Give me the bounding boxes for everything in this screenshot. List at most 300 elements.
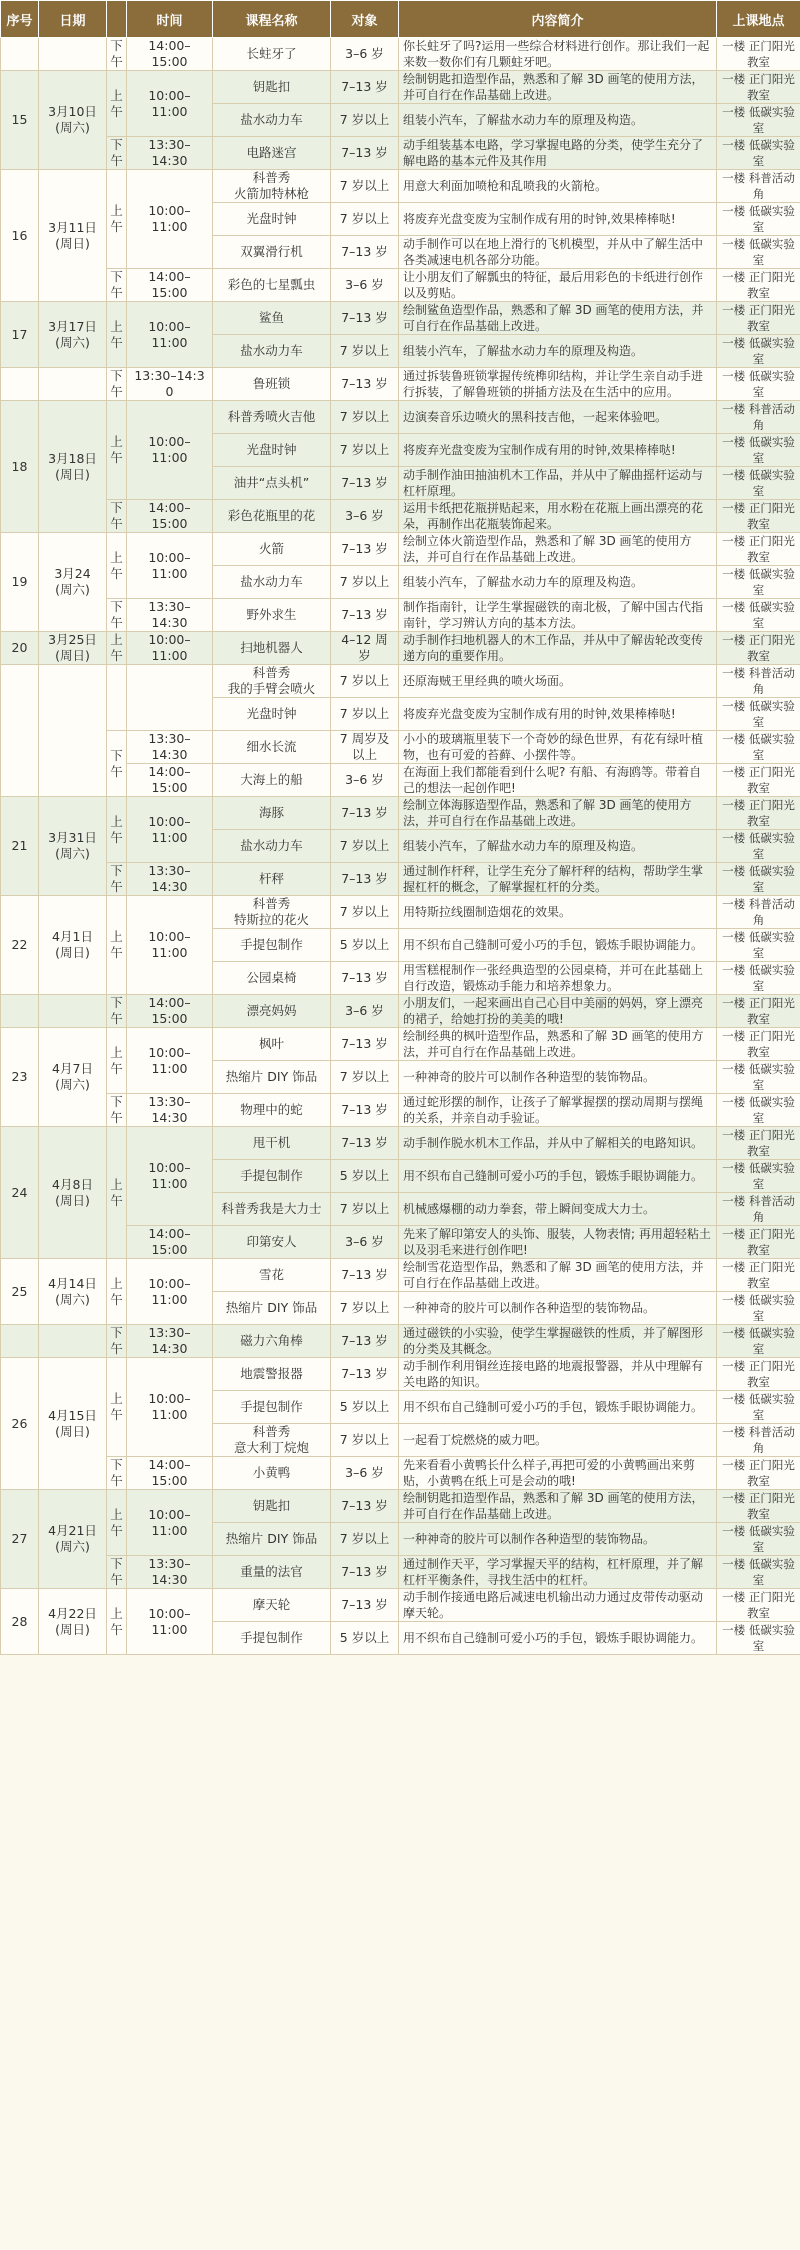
table-row: [1, 1028, 800, 1061]
class-location: 一楼 科普活动角: [717, 170, 800, 203]
table-row: [1, 863, 800, 896]
time-cell: 13:30–14:30: [127, 1556, 213, 1589]
target-age: 7 岁以上: [331, 104, 399, 137]
class-location: 一楼 低碳实验室: [717, 1061, 800, 1094]
time-cell: 13:30–14:30: [127, 137, 213, 170]
target-age: 5 岁以上: [331, 1391, 399, 1424]
course-intro: 通过拆装鲁班锁掌握传统榫卯结构，并让学生亲自动手进行拆装，了解鲁班锁的拼插方法及在生活中的应用。: [399, 368, 717, 401]
course-name: 科普秀我是大力士: [213, 1193, 331, 1226]
target-age: 7–13 岁: [331, 1259, 399, 1292]
target-age: 5 岁以上: [331, 1160, 399, 1193]
course-intro: 制作指南针，让学生掌握磁铁的南北极，了解中国古代指南针，学习辨认方向的基本方法。: [399, 599, 717, 632]
course-name: 钥匙扣: [213, 1490, 331, 1523]
course-name: 科普秀 火箭加特林枪: [213, 170, 331, 203]
course-intro: 动手制作利用铜丝连接电路的地震报警器，并从中理解有关电路的知识。: [399, 1358, 717, 1391]
course-name: 鲨鱼: [213, 302, 331, 335]
half-day-label: 上午: [107, 632, 127, 665]
time-cell: 13:30–14:3 0: [127, 368, 213, 401]
target-age: 7 岁以上: [331, 566, 399, 599]
course-intro: 通过制作杆秤，让学生充分了解杆秤的结构，帮助学生掌握杠杆的概念，了解掌握杠杆的分类。: [399, 863, 717, 896]
session-number: [1, 38, 39, 71]
half-day-label: 上午: [107, 797, 127, 863]
course-intro: 一种神奇的胶片可以制作各种造型的装饰物品。: [399, 1292, 717, 1325]
table-row: [1, 995, 800, 1028]
half-day-label: 下午: [107, 1094, 127, 1127]
class-location: 一楼 低碳实验室: [717, 335, 800, 368]
header-date: 日期: [39, 1, 107, 38]
session-number: 22: [1, 896, 39, 995]
session-number: 27: [1, 1490, 39, 1589]
time-cell: 10:00–11:00: [127, 632, 213, 665]
course-name: 雪花: [213, 1259, 331, 1292]
time-cell: 10:00–11:00: [127, 1127, 213, 1226]
table-row: [1, 137, 800, 170]
target-age: 7–13 岁: [331, 1028, 399, 1061]
target-age: 7–13 岁: [331, 236, 399, 269]
course-name: 双翼滑行机: [213, 236, 331, 269]
target-age: 7–13 岁: [331, 467, 399, 500]
session-date: 4月8日 (周日): [39, 1127, 107, 1259]
session-date: 3月18日 (周日): [39, 401, 107, 533]
session-date: 4月22日 (周日): [39, 1589, 107, 1655]
target-age: 7–13 岁: [331, 1325, 399, 1358]
course-intro: 一种神奇的胶片可以制作各种造型的装饰物品。: [399, 1061, 717, 1094]
half-day-label: 上午: [107, 1490, 127, 1556]
table-row: [1, 38, 800, 71]
class-location: 一楼 低碳实验室: [717, 104, 800, 137]
table-row: [1, 1259, 800, 1292]
time-cell: 14:00–15:00: [127, 1226, 213, 1259]
target-age: 7–13 岁: [331, 302, 399, 335]
table-row: [1, 401, 800, 434]
session-date: [39, 995, 107, 1028]
time-cell: 13:30–14:30: [127, 731, 213, 764]
header-course: 课程名称: [213, 1, 331, 38]
course-intro: 一种神奇的胶片可以制作各种造型的装饰物品。: [399, 1523, 717, 1556]
course-intro: 机械感爆棚的动力拳套，带上瞬间变成大力士。: [399, 1193, 717, 1226]
course-intro: 绘制雪花造型作品，熟悉和了解 3D 画笔的使用方法，并可自行在作品基础上改进。: [399, 1259, 717, 1292]
class-location: 一楼 正门阳光教室: [717, 269, 800, 302]
course-intro: 组装小汽车，了解盐水动力车的原理及构造。: [399, 104, 717, 137]
target-age: 7–13 岁: [331, 797, 399, 830]
half-day-label: 上午: [107, 302, 127, 368]
target-age: 7 岁以上: [331, 830, 399, 863]
course-intro: 先来看看小黄鸭长什么样子,再把可爱的小黄鸭画出来剪贴，小黄鸭在纸上可是会动的哦!: [399, 1457, 717, 1490]
session-number: 21: [1, 797, 39, 896]
course-intro: 绘制钥匙扣造型作品，熟悉和了解 3D 画笔的使用方法，并可自行在作品基础上改进。: [399, 71, 717, 104]
session-number: 23: [1, 1028, 39, 1127]
class-location: 一楼 正门阳光教室: [717, 764, 800, 797]
course-name: 彩色的七星瓢虫: [213, 269, 331, 302]
half-day-label: 下午: [107, 599, 127, 632]
course-intro: 小朋友们，一起来画出自己心目中美丽的妈妈，穿上漂亮的裙子，给她打扮的美美的哦!: [399, 995, 717, 1028]
target-age: 7 岁以上: [331, 1424, 399, 1457]
class-location: 一楼 低碳实验室: [717, 1523, 800, 1556]
course-intro: 将废弃光盘变废为宝制作成有用的时钟,效果棒棒哒!: [399, 203, 717, 236]
target-age: 7 岁以上: [331, 1061, 399, 1094]
session-date: 4月7日 (周六): [39, 1028, 107, 1127]
half-day-label: 下午: [107, 995, 127, 1028]
target-age: 7 岁以上: [331, 434, 399, 467]
course-intro: 绘制钥匙扣造型作品，熟悉和了解 3D 画笔的使用方法，并可自行在作品基础上改进。: [399, 1490, 717, 1523]
time-cell: 10:00–11:00: [127, 71, 213, 137]
header-intro: 内容简介: [399, 1, 717, 38]
target-age: 7–13 岁: [331, 599, 399, 632]
class-location: 一楼 低碳实验室: [717, 1160, 800, 1193]
time-cell: 14:00–15:00: [127, 500, 213, 533]
class-location: 一楼 低碳实验室: [717, 1556, 800, 1589]
course-intro: 动手制作油田抽油机木工作品，并从中了解曲摇杆运动与杠杆原理。: [399, 467, 717, 500]
target-age: 7–13 岁: [331, 368, 399, 401]
class-location: 一楼 低碳实验室: [717, 1325, 800, 1358]
class-location: 一楼 低碳实验室: [717, 599, 800, 632]
time-cell: 10:00–11:00: [127, 1259, 213, 1325]
target-age: 7 岁以上: [331, 335, 399, 368]
time-cell: 14:00–15:00: [127, 269, 213, 302]
course-intro: 组装小汽车，了解盐水动力车的原理及构造。: [399, 335, 717, 368]
session-date: [39, 368, 107, 401]
table-row: [1, 731, 800, 764]
course-intro: 用不织布自己缝制可爱小巧的手包，锻炼手眼协调能力。: [399, 1391, 717, 1424]
class-location: 一楼 正门阳光教室: [717, 1028, 800, 1061]
course-name: 手提包制作: [213, 929, 331, 962]
course-name: 光盘时钟: [213, 203, 331, 236]
course-name: 光盘时钟: [213, 434, 331, 467]
course-name: 海豚: [213, 797, 331, 830]
table-row: [1, 1457, 800, 1490]
course-name: 光盘时钟: [213, 698, 331, 731]
header-row: [1, 1, 800, 38]
target-age: 7 周岁及以上: [331, 731, 399, 764]
time-cell: 10:00–11:00: [127, 1589, 213, 1655]
course-name: 科普秀 意大利丁烷炮: [213, 1424, 331, 1457]
session-date: 4月1日 (周日): [39, 896, 107, 995]
course-name: 磁力六角棒: [213, 1325, 331, 1358]
half-day-label: 下午: [107, 137, 127, 170]
class-location: 一楼 正门阳光教室: [717, 71, 800, 104]
header-time: 时间: [127, 1, 213, 38]
target-age: 7–13 岁: [331, 1589, 399, 1622]
course-intro: 组装小汽车，了解盐水动力车的原理及构造。: [399, 566, 717, 599]
course-intro: 动手制作接通电路后减速电机输出动力通过皮带传动驱动摩天轮。: [399, 1589, 717, 1622]
course-name: 长蛀牙了: [213, 38, 331, 71]
class-location: 一楼 正门阳光教室: [717, 1457, 800, 1490]
header-seq: 序号: [1, 1, 39, 38]
class-location: 一楼 低碳实验室: [717, 236, 800, 269]
course-name: 印第安人: [213, 1226, 331, 1259]
session-number: 20: [1, 632, 39, 665]
course-name: 盐水动力车: [213, 335, 331, 368]
header-half: [107, 1, 127, 38]
time-cell: 14:00–15:00: [127, 764, 213, 797]
table-row: [1, 665, 800, 698]
time-cell: 13:30–14:30: [127, 1094, 213, 1127]
target-age: 7 岁以上: [331, 896, 399, 929]
course-intro: 小小的玻璃瓶里装下一个奇妙的绿色世界，有花有绿叶植物，也有可爱的苔藓、小摆件等。: [399, 731, 717, 764]
session-date: [39, 38, 107, 71]
time-cell: 10:00–11:00: [127, 1028, 213, 1094]
schedule-body: [1, 38, 800, 1655]
time-cell: 14:00–15:00: [127, 38, 213, 71]
course-intro: 在海面上我们都能看到什么呢? 有船、有海鸥等。带着自己的想法一起创作吧!: [399, 764, 717, 797]
target-age: 7–13 岁: [331, 1358, 399, 1391]
target-age: 7 岁以上: [331, 170, 399, 203]
target-age: 7–13 岁: [331, 1490, 399, 1523]
course-name: 地震警报器: [213, 1358, 331, 1391]
class-location: 一楼 低碳实验室: [717, 467, 800, 500]
class-location: 一楼 正门阳光教室: [717, 533, 800, 566]
target-age: 7–13 岁: [331, 863, 399, 896]
time-cell: 10:00–11:00: [127, 533, 213, 599]
target-age: 7–13 岁: [331, 137, 399, 170]
class-location: 一楼 低碳实验室: [717, 1391, 800, 1424]
half-day-label: 下午: [107, 368, 127, 401]
class-location: 一楼 科普活动角: [717, 401, 800, 434]
course-name: 热缩片 DIY 饰品: [213, 1292, 331, 1325]
course-intro: 动手组装基本电路，学习掌握电路的分类，使学生充分了解电路的基本元件及其作用: [399, 137, 717, 170]
session-number: 18: [1, 401, 39, 533]
class-location: 一楼 低碳实验室: [717, 1094, 800, 1127]
course-name: 盐水动力车: [213, 566, 331, 599]
session-number: 28: [1, 1589, 39, 1655]
session-number: [1, 995, 39, 1028]
course-intro: 动手制作脱水机木工作品，并从中了解相关的电路知识。: [399, 1127, 717, 1160]
course-name: 物理中的蛇: [213, 1094, 331, 1127]
session-number: 15: [1, 71, 39, 170]
class-location: 一楼 正门阳光教室: [717, 1259, 800, 1292]
session-date: [39, 1325, 107, 1358]
target-age: 7 岁以上: [331, 401, 399, 434]
time-cell: 10:00–11:00: [127, 797, 213, 863]
course-intro: 动手制作扫地机器人的木工作品，并从中了解齿轮改变传递方向的重要作用。: [399, 632, 717, 665]
class-location: 一楼 正门阳光教室: [717, 1490, 800, 1523]
table-row: [1, 269, 800, 302]
class-location: 一楼 低碳实验室: [717, 962, 800, 995]
session-number: 17: [1, 302, 39, 368]
course-intro: 用不织布自己缝制可爱小巧的手包，锻炼手眼协调能力。: [399, 929, 717, 962]
class-location: 一楼 低碳实验室: [717, 863, 800, 896]
course-name: 公园桌椅: [213, 962, 331, 995]
table-row: [1, 599, 800, 632]
course-name: 科普秀 特斯拉的花火: [213, 896, 331, 929]
class-location: 一楼 正门阳光教室: [717, 632, 800, 665]
course-name: 野外求生: [213, 599, 331, 632]
class-location: 一楼 科普活动角: [717, 1424, 800, 1457]
course-intro: 用雪糕棍制作一张经典造型的公园桌椅，并可在此基础上自行改造，锻炼动手能力和培养想象力。: [399, 962, 717, 995]
time-cell: 10:00–11:00: [127, 170, 213, 269]
session-number: 26: [1, 1358, 39, 1490]
half-day-label: 下午: [107, 38, 127, 71]
course-name: 钥匙扣: [213, 71, 331, 104]
target-age: 5 岁以上: [331, 1622, 399, 1655]
course-name: 甩干机: [213, 1127, 331, 1160]
target-age: 7 岁以上: [331, 665, 399, 698]
course-intro: 通过蛇形摆的制作，让孩子了解掌握摆的摆动周期与摆绳的关系，并亲自动手验证。: [399, 1094, 717, 1127]
target-age: 7–13 岁: [331, 1556, 399, 1589]
course-name: 枫叶: [213, 1028, 331, 1061]
table-row: [1, 1358, 800, 1391]
table-row: [1, 1094, 800, 1127]
target-age: 5 岁以上: [331, 929, 399, 962]
class-location: 一楼 科普活动角: [717, 665, 800, 698]
course-name: 热缩片 DIY 饰品: [213, 1523, 331, 1556]
target-age: 3–6 岁: [331, 995, 399, 1028]
class-location: 一楼 正门阳光教室: [717, 1127, 800, 1160]
target-age: 7 岁以上: [331, 1193, 399, 1226]
time-cell: 14:00–15:00: [127, 1457, 213, 1490]
course-name: 电路迷宫: [213, 137, 331, 170]
table-row: [1, 896, 800, 929]
course-intro: 绘制经典的枫叶造型作品，熟悉和了解 3D 画笔的使用方法，并可自行在作品基础上改进。: [399, 1028, 717, 1061]
course-intro: 用不织布自己缝制可爱小巧的手包，锻炼手眼协调能力。: [399, 1622, 717, 1655]
class-location: 一楼 正门阳光教室: [717, 1358, 800, 1391]
class-location: 一楼 低碳实验室: [717, 566, 800, 599]
class-location: 一楼 低碳实验室: [717, 137, 800, 170]
target-age: 7 岁以上: [331, 698, 399, 731]
class-location: 一楼 正门阳光教室: [717, 500, 800, 533]
half-day-label: 上午: [107, 896, 127, 995]
table-row: [1, 71, 800, 104]
class-location: 一楼 正门阳光教室: [717, 995, 800, 1028]
course-intro: 一起看丁烷燃烧的威力吧。: [399, 1424, 717, 1457]
class-location: 一楼 低碳实验室: [717, 1292, 800, 1325]
course-intro: 组装小汽车，了解盐水动力车的原理及构造。: [399, 830, 717, 863]
class-location: 一楼 正门阳光教室: [717, 38, 800, 71]
course-intro: 通过磁铁的小实验，使学生掌握磁铁的性质，并了解图形的分类及其概念。: [399, 1325, 717, 1358]
class-location: 一楼 科普活动角: [717, 896, 800, 929]
half-day-label: 下午: [107, 731, 127, 797]
class-location: 一楼 科普活动角: [717, 1193, 800, 1226]
course-name: 小黄鸭: [213, 1457, 331, 1490]
course-name: 手提包制作: [213, 1391, 331, 1424]
course-name: 油井“点头机”: [213, 467, 331, 500]
table-row: [1, 170, 800, 203]
course-intro: 通过制作天平，学习掌握天平的结构，杠杆原理，并了解杠杆平衡条件，寻找生活中的杠杆。: [399, 1556, 717, 1589]
class-location: 一楼 低碳实验室: [717, 830, 800, 863]
class-location: 一楼 正门阳光教室: [717, 797, 800, 830]
table-row: [1, 368, 800, 401]
session-number: 16: [1, 170, 39, 302]
table-row: [1, 1490, 800, 1523]
course-name: 手提包制作: [213, 1622, 331, 1655]
time-cell: 10:00–11:00: [127, 302, 213, 368]
session-date: 4月14日 (周六): [39, 1259, 107, 1325]
time-cell: 14:00–15:00: [127, 995, 213, 1028]
target-age: 3–6 岁: [331, 764, 399, 797]
course-name: 杆秤: [213, 863, 331, 896]
half-day-label: 下午: [107, 269, 127, 302]
course-intro: 绘制鲨鱼造型作品，熟悉和了解 3D 画笔的使用方法，并可自行在作品基础上改进。: [399, 302, 717, 335]
course-intro: 还原海贼王里经典的喷火场面。: [399, 665, 717, 698]
class-location: 一楼 低碳实验室: [717, 368, 800, 401]
session-date: 3月17日 (周六): [39, 302, 107, 368]
target-age: 7–13 岁: [331, 533, 399, 566]
half-day-label: 上午: [107, 401, 127, 500]
course-name: 细水长流: [213, 731, 331, 764]
course-name: 热缩片 DIY 饰品: [213, 1061, 331, 1094]
class-location: 一楼 正门阳光教室: [717, 302, 800, 335]
class-location: 一楼 正门阳光教室: [717, 1226, 800, 1259]
class-location: 一楼 低碳实验室: [717, 203, 800, 236]
course-name: 盐水动力车: [213, 830, 331, 863]
class-location: 一楼 低碳实验室: [717, 929, 800, 962]
time-cell: 13:30–14:30: [127, 599, 213, 632]
time-cell: 10:00–11:00: [127, 1490, 213, 1556]
time-cell: 10:00–11:00: [127, 896, 213, 995]
table-row: [1, 797, 800, 830]
target-age: 4–12 周岁: [331, 632, 399, 665]
half-day-label: 上午: [107, 170, 127, 269]
session-number: 24: [1, 1127, 39, 1259]
session-date: [39, 665, 107, 797]
half-day-label: 上午: [107, 1127, 127, 1259]
session-date: 4月15日 (周日): [39, 1358, 107, 1490]
table-row: [1, 1325, 800, 1358]
course-name: 扫地机器人: [213, 632, 331, 665]
session-date: 4月21日 (周六): [39, 1490, 107, 1589]
target-age: 3–6 岁: [331, 1226, 399, 1259]
session-date: 3月24 (周六): [39, 533, 107, 632]
table-row: [1, 500, 800, 533]
target-age: 7 岁以上: [331, 1523, 399, 1556]
half-day-label: 下午: [107, 1457, 127, 1490]
class-location: 一楼 低碳实验室: [717, 1622, 800, 1655]
course-name: 手提包制作: [213, 1160, 331, 1193]
session-date: 3月11日 (周日): [39, 170, 107, 302]
half-day-label: 下午: [107, 1556, 127, 1589]
course-name: 盐水动力车: [213, 104, 331, 137]
class-location: 一楼 低碳实验室: [717, 698, 800, 731]
time-cell: 10:00–11:00: [127, 401, 213, 500]
target-age: 7 岁以上: [331, 203, 399, 236]
table-row: [1, 1556, 800, 1589]
session-number: 25: [1, 1259, 39, 1325]
course-intro: 让小朋友们了解瓢虫的特征，最后用彩色的卡纸进行创作以及剪贴。: [399, 269, 717, 302]
half-day-label: 上午: [107, 1259, 127, 1325]
course-intro: 将废弃光盘变废为宝制作成有用的时钟,效果棒棒哒!: [399, 434, 717, 467]
half-day-label: 上午: [107, 1028, 127, 1094]
course-name: 科普秀 我的手臂会喷火: [213, 665, 331, 698]
course-intro: 先来了解印第安人的头饰、服装，人物表情; 再用超轻粘土以及羽毛来进行创作吧!: [399, 1226, 717, 1259]
course-intro: 动手制作可以在地上滑行的飞机模型，并从中了解生活中各类减速电机各部分功能。: [399, 236, 717, 269]
half-day-label: 下午: [107, 500, 127, 533]
course-intro: 用不织布自己缝制可爱小巧的手包，锻炼手眼协调能力。: [399, 1160, 717, 1193]
target-age: 3–6 岁: [331, 38, 399, 71]
table-row: [1, 1127, 800, 1160]
session-date: 3月10日 (周六): [39, 71, 107, 170]
session-number: 19: [1, 533, 39, 632]
course-intro: 将废弃光盘变废为宝制作成有用的时钟,效果棒棒哒!: [399, 698, 717, 731]
class-location: 一楼 低碳实验室: [717, 731, 800, 764]
course-intro: 用意大利面加喷枪和乱喷我的火箭枪。: [399, 170, 717, 203]
session-date: 3月25日 (周日): [39, 632, 107, 665]
table-row: [1, 302, 800, 335]
half-day-label: 上午: [107, 1589, 127, 1655]
target-age: 7–13 岁: [331, 1094, 399, 1127]
course-name: 摩天轮: [213, 1589, 331, 1622]
course-name: 大海上的船: [213, 764, 331, 797]
course-intro: 你长蛀牙了吗?运用一些综合材料进行创作。那让我们一起来数一数你们有几颗蛀牙吧。: [399, 38, 717, 71]
target-age: 7–13 岁: [331, 1127, 399, 1160]
course-name: 重量的法官: [213, 1556, 331, 1589]
course-intro: 边演奏音乐边喷火的黑科技吉他，一起来体验吧。: [399, 401, 717, 434]
time-cell: [127, 665, 213, 731]
table-row: [1, 632, 800, 665]
table-row: [1, 533, 800, 566]
time-cell: 10:00–11:00: [127, 1358, 213, 1457]
course-name: 火箭: [213, 533, 331, 566]
course-intro: 用特斯拉线圈制造烟花的效果。: [399, 896, 717, 929]
